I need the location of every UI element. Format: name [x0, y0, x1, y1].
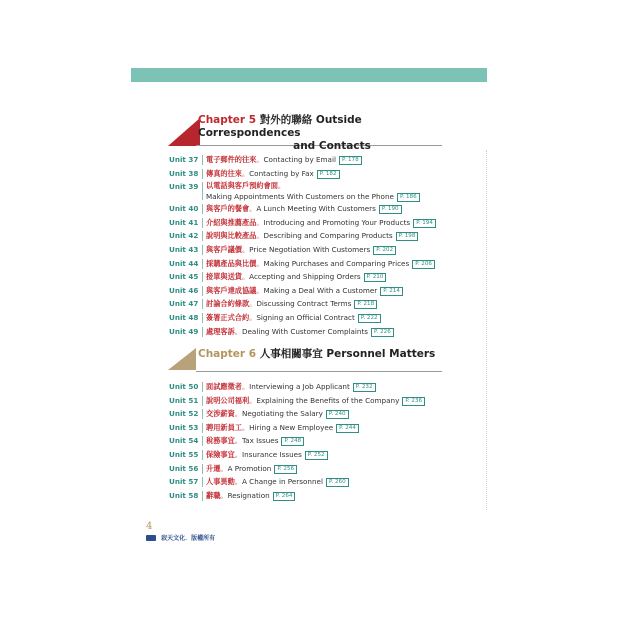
- unit-row[interactable]: [169, 325, 449, 339]
- unit-label: Unit 56: [169, 463, 199, 473]
- unit-title: [206, 270, 386, 284]
- unit-separator: 。: [249, 395, 257, 405]
- unit-separator: 。: [249, 299, 257, 309]
- unit-title: [206, 243, 396, 257]
- unit-separator: 。: [256, 155, 264, 164]
- unit-divider: [202, 218, 203, 228]
- unit-title: [206, 407, 349, 421]
- chapter-6-number: Chapter 6: [198, 348, 257, 360]
- unit-title-zh: 面試應徵者: [206, 382, 242, 391]
- header-band: [131, 68, 487, 82]
- unit-title-en: Discussing Contract Terms: [256, 299, 352, 309]
- unit-title-en: Explaining the Benefits of the Company: [256, 395, 400, 405]
- unit-row[interactable]: [169, 297, 449, 311]
- unit-separator: 。: [241, 168, 250, 178]
- unit-row[interactable]: [169, 489, 449, 503]
- page-number: 4: [146, 521, 153, 532]
- unit-title-zh: 簽署正式合約: [206, 312, 250, 322]
- unit-separator: 。: [241, 422, 250, 432]
- unit-separator: 。: [256, 217, 264, 227]
- unit-row[interactable]: [169, 180, 449, 202]
- unit-title-zh: 與客戶的餐會: [206, 204, 250, 214]
- chapter-5-header: [168, 114, 442, 152]
- unit-separator: 。: [234, 326, 242, 336]
- unit-title-en: A Lunch Meeting With Customers: [256, 204, 376, 214]
- unit-title: [206, 421, 359, 435]
- unit-title-zh: 人事異動: [206, 477, 235, 487]
- chapter-5-number: Chapter 5: [198, 114, 257, 126]
- unit-title-zh: 稅務事宜: [206, 436, 235, 446]
- unit-title-zh: 採購產品與比價: [206, 258, 257, 268]
- chapter-6-unit-list: [169, 380, 449, 502]
- unit-title: [206, 462, 297, 476]
- unit-title-en: Dealing With Customer Complaints: [241, 326, 369, 336]
- unit-title-en: Insurance Issues: [241, 449, 302, 459]
- unit-row[interactable]: [169, 229, 449, 243]
- unit-separator: 。: [220, 463, 228, 473]
- unit-label: Unit 58: [169, 490, 199, 500]
- unit-divider: [202, 231, 203, 241]
- unit-title-en: Price Negotiation With Customers: [249, 244, 371, 254]
- unit-divider: [202, 169, 203, 179]
- unit-row[interactable]: [169, 257, 449, 271]
- chapter-6-title-text: 人事相關事宜 Personnel Matters: [259, 348, 436, 360]
- chapter-6-triangle-icon: [168, 348, 196, 370]
- unit-row[interactable]: [169, 216, 449, 230]
- page-ref-badge[interactable]: P. 232: [353, 383, 376, 392]
- unit-divider: [202, 464, 203, 474]
- unit-title-zh: 電子郵件的往來: [206, 155, 257, 164]
- unit-title: [206, 180, 420, 202]
- unit-divider: [202, 272, 203, 282]
- unit-row[interactable]: [169, 434, 449, 448]
- unit-separator: 。: [234, 449, 242, 459]
- page-ref-badge[interactable]: P. 218: [354, 300, 377, 309]
- unit-title-zh: 以電話與客戶預約會面: [206, 181, 278, 191]
- unit-row[interactable]: [169, 284, 449, 298]
- unit-row[interactable]: [169, 167, 449, 181]
- unit-row[interactable]: [169, 421, 449, 435]
- page-ref-badge[interactable]: P. 210: [364, 273, 387, 282]
- unit-divider: [202, 313, 203, 323]
- unit-row[interactable]: [169, 153, 449, 167]
- unit-title-en: Contacting by Email: [263, 155, 336, 164]
- page-ref-badge[interactable]: P. 198: [396, 232, 419, 241]
- unit-row[interactable]: [169, 270, 449, 284]
- unit-divider: [202, 327, 203, 337]
- page-ref-badge[interactable]: P. 182: [317, 170, 340, 179]
- unit-separator: 。: [256, 231, 264, 241]
- unit-title: [206, 153, 362, 167]
- unit-title: [206, 448, 328, 462]
- page-ref-badge[interactable]: P. 264: [273, 492, 296, 501]
- unit-label: Unit 37: [169, 155, 199, 164]
- unit-separator: 。: [241, 382, 250, 391]
- unit-row[interactable]: [169, 448, 449, 462]
- unit-title-en: Interviewing a Job Applicant: [249, 382, 350, 391]
- unit-title: [206, 475, 349, 489]
- unit-title: [206, 489, 295, 503]
- unit-separator: 。: [241, 244, 250, 254]
- unit-separator: 。: [256, 285, 264, 295]
- page-ref-badge[interactable]: P. 222: [358, 314, 381, 323]
- unit-divider: [202, 436, 203, 446]
- page-ref-badge[interactable]: P. 186: [397, 193, 420, 202]
- unit-separator: 。: [234, 436, 242, 446]
- unit-label: Unit 48: [169, 312, 199, 322]
- unit-divider: [202, 409, 203, 419]
- unit-row[interactable]: [169, 462, 449, 476]
- unit-separator: 。: [277, 181, 286, 191]
- unit-divider: [202, 382, 203, 392]
- chapter-5-title: [198, 114, 438, 153]
- unit-separator: 。: [234, 477, 242, 487]
- unit-separator: 。: [241, 272, 250, 282]
- unit-row[interactable]: [169, 311, 449, 325]
- unit-title: [206, 380, 376, 394]
- unit-row[interactable]: [169, 202, 449, 216]
- page-ref-badge[interactable]: P. 202: [373, 246, 396, 255]
- page-ref-badge[interactable]: P. 248: [281, 437, 304, 446]
- unit-label: Unit 40: [169, 204, 199, 214]
- unit-title-zh: 處理客訴: [206, 326, 235, 336]
- unit-title: [206, 284, 403, 298]
- unit-title: [206, 257, 435, 271]
- unit-title: [206, 434, 304, 448]
- unit-label: Unit 52: [169, 409, 199, 419]
- unit-divider: [202, 245, 203, 255]
- unit-title-en: Hiring a New Employee: [249, 422, 334, 432]
- unit-title-en: Resignation: [227, 490, 270, 500]
- unit-title-zh: 討論合約條款: [206, 299, 250, 309]
- page-ref-badge[interactable]: P. 214: [380, 287, 403, 296]
- unit-label: Unit 57: [169, 477, 199, 487]
- unit-label: Unit 53: [169, 422, 199, 432]
- chapter-6-title: [198, 348, 435, 361]
- unit-title: [206, 229, 418, 243]
- unit-title: [206, 325, 394, 339]
- unit-divider: [202, 491, 203, 501]
- page-edge-dots: [486, 150, 487, 510]
- unit-title-zh: 說明公司福利: [206, 395, 250, 405]
- unit-divider: [202, 450, 203, 460]
- unit-label: Unit 50: [169, 382, 199, 391]
- unit-title-en: Describing and Comparing Products: [263, 231, 393, 241]
- publisher-footer: [146, 533, 215, 542]
- chapter-6-rule: [196, 371, 442, 372]
- page-ref-badge[interactable]: P. 240: [326, 410, 349, 419]
- page-ref-badge[interactable]: P. 244: [336, 424, 359, 433]
- unit-title-en: A Change in Personnel: [241, 477, 323, 487]
- unit-label: Unit 55: [169, 449, 199, 459]
- chapter-5-title-line2: and Contacts: [293, 140, 371, 152]
- unit-divider: [202, 204, 203, 214]
- unit-title-en: Making Appointments With Customers on the Phone: [206, 192, 394, 202]
- unit-divider: [202, 286, 203, 296]
- unit-title-zh: 升遷: [206, 463, 221, 473]
- page-ref-badge[interactable]: P. 236: [402, 397, 425, 406]
- unit-title-en: A Promotion: [227, 463, 272, 473]
- unit-label: Unit 49: [169, 326, 199, 336]
- unit-title-zh: 保險事宜: [206, 449, 235, 459]
- chapter-5-unit-list: [169, 153, 449, 338]
- unit-row[interactable]: [169, 407, 449, 421]
- page-ref-badge[interactable]: P. 190: [379, 205, 402, 214]
- unit-title-zh: 聘用新員工: [206, 422, 242, 432]
- page-ref-badge[interactable]: P. 194: [413, 219, 436, 228]
- unit-separator: 。: [249, 204, 257, 214]
- unit-title: [206, 297, 377, 311]
- unit-label: Unit 51: [169, 395, 199, 405]
- page-ref-badge[interactable]: P. 206: [412, 260, 435, 269]
- unit-separator: 。: [249, 312, 257, 322]
- page-ref-badge[interactable]: P. 226: [371, 328, 394, 337]
- unit-divider: [202, 259, 203, 269]
- unit-title-zh: 辭職: [206, 490, 221, 500]
- page-ref-badge[interactable]: P. 178: [339, 156, 362, 165]
- unit-title: [206, 394, 425, 408]
- unit-row[interactable]: [169, 243, 449, 257]
- unit-title-zh: 與客戶達成協議: [206, 285, 257, 295]
- unit-divider: [202, 182, 203, 200]
- unit-divider: [202, 396, 203, 406]
- page-ref-badge[interactable]: P. 252: [305, 451, 328, 460]
- publisher-logo-icon: [146, 535, 156, 541]
- unit-title-en: Introducing and Promoting Your Products: [263, 217, 411, 227]
- chapter-5-triangle-icon: [168, 118, 200, 146]
- unit-title-en: Making Purchases and Comparing Prices: [263, 258, 410, 268]
- unit-label: Unit 47: [169, 299, 199, 309]
- publisher-text: 寂天文化．版權所有: [161, 535, 216, 542]
- unit-title-zh: 交涉薪資: [206, 409, 235, 419]
- unit-divider: [202, 155, 203, 165]
- unit-title-en: Tax Issues: [241, 436, 279, 446]
- unit-row[interactable]: [169, 475, 449, 489]
- unit-label: Unit 42: [169, 231, 199, 241]
- unit-title-zh: 傳真的往來: [206, 168, 242, 178]
- unit-title: [206, 216, 436, 230]
- unit-title-en: Negotiating the Salary: [241, 409, 323, 419]
- unit-label: Unit 38: [169, 168, 199, 178]
- unit-title-zh: 介紹與推薦產品: [206, 217, 257, 227]
- unit-divider: [202, 423, 203, 433]
- unit-divider: [202, 477, 203, 487]
- unit-separator: 。: [234, 409, 242, 419]
- unit-label: Unit 43: [169, 244, 199, 254]
- chapter-6-header: [168, 348, 442, 372]
- unit-title-en: Signing an Official Contract: [256, 312, 355, 322]
- unit-label: Unit 39: [169, 182, 199, 192]
- unit-title: [206, 167, 340, 181]
- unit-divider: [202, 299, 203, 309]
- page-ref-badge[interactable]: P. 260: [326, 478, 349, 487]
- unit-title-en: Contacting by Fax: [249, 168, 314, 178]
- unit-separator: 。: [256, 258, 264, 268]
- unit-label: Unit 41: [169, 217, 199, 227]
- unit-label: Unit 46: [169, 285, 199, 295]
- unit-row[interactable]: [169, 394, 449, 408]
- unit-label: Unit 54: [169, 436, 199, 446]
- unit-title-zh: 接單與送貨: [206, 272, 242, 282]
- page-ref-badge[interactable]: P. 256: [274, 465, 297, 474]
- unit-title-zh: 說明與比較產品: [206, 231, 257, 241]
- unit-row[interactable]: [169, 380, 449, 394]
- unit-label: Unit 44: [169, 258, 199, 268]
- unit-title: [206, 311, 381, 325]
- unit-title-en: Accepting and Shipping Orders: [249, 272, 361, 282]
- chapter-5-title-line1: 對外的聯絡 Outside Correspondences: [198, 114, 362, 139]
- unit-separator: 。: [220, 490, 228, 500]
- unit-title-zh: 與客戶議價: [206, 244, 242, 254]
- unit-label: Unit 45: [169, 272, 199, 282]
- unit-title: [206, 202, 402, 216]
- unit-title-en: Making a Deal With a Customer: [263, 285, 378, 295]
